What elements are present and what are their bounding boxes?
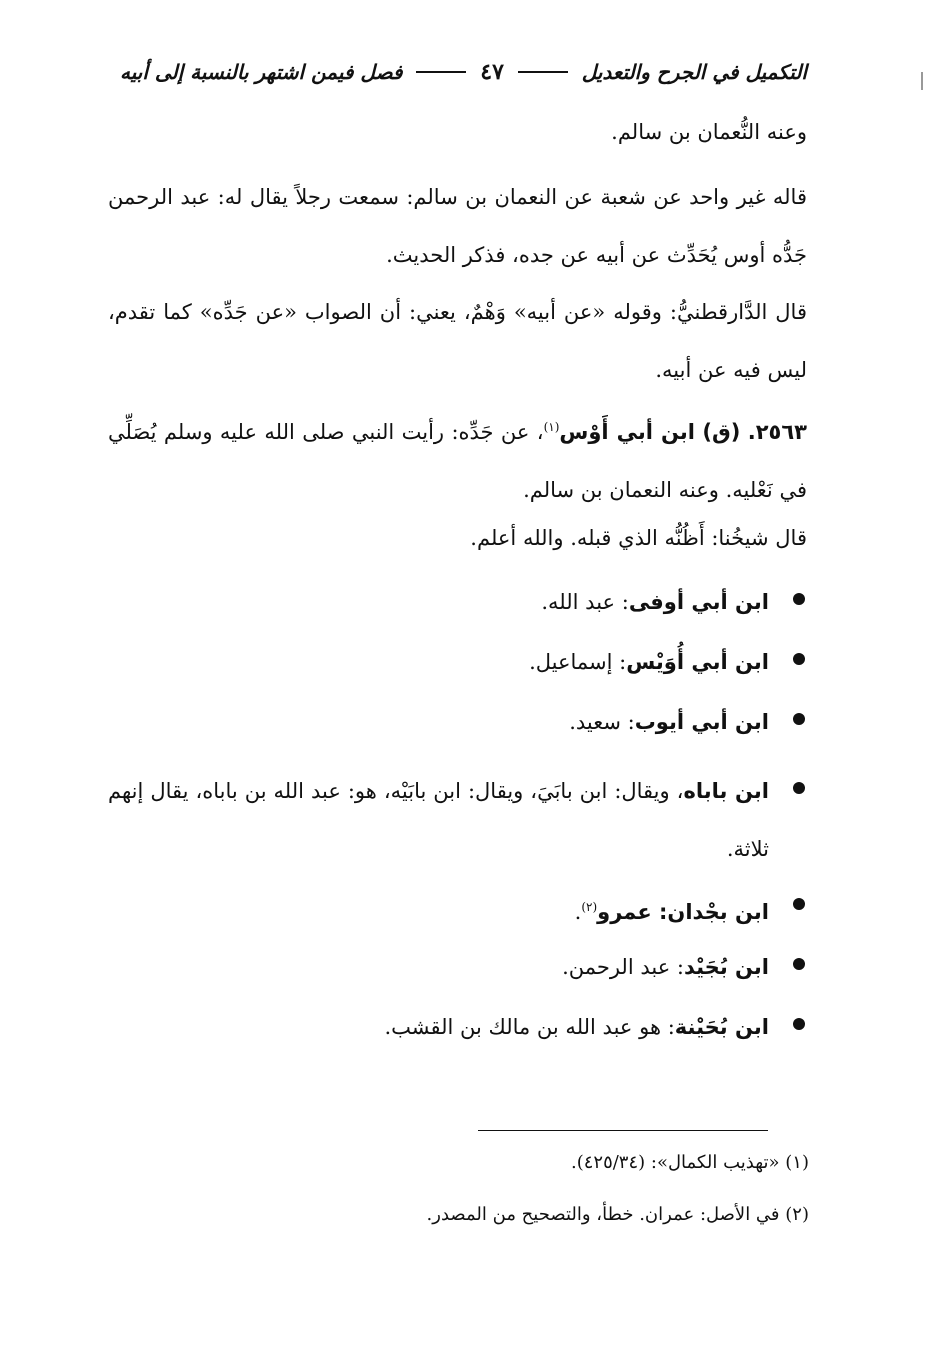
bullet-dot (793, 898, 805, 910)
bullet-name: ابن بجْدان: عمرو (597, 900, 769, 924)
shaykh-note: قال شيخُنا: أَظُنُّه الذي قبله. والله أعلم. (470, 526, 807, 550)
list-item (108, 762, 805, 878)
bullet-text: ، ويقال: ابن بابَيَ، ويقال: ابن بابَيْه، هو: عبد الله بن باباه، يقال إنهم ثلاثة. (108, 779, 769, 861)
list-item (108, 633, 805, 691)
narrator-line: وعنه النُّعمان بن سالم. (611, 120, 807, 144)
list-item (108, 938, 805, 996)
running-header (120, 52, 807, 92)
bullet-name: ابن باباه (683, 779, 769, 803)
bullet-dot (793, 593, 805, 605)
bullet-dot (793, 1018, 805, 1030)
footnote-number: (٢) (785, 1204, 809, 1225)
bullet-name: ابن أبي أيوب (634, 710, 769, 734)
bullet-dot (793, 713, 805, 725)
footnote-separator (478, 1130, 768, 1131)
bullet-text: : هو عبد الله بن مالك بن القشب. (384, 1015, 675, 1039)
footnote-ref-2: (٢) (581, 900, 598, 914)
paragraph-shuba: قاله غير واحد عن شعبة عن النعمان بن سالم: سمعت رجلاً يقال له: عبد الرحمن جَدُّه أوس يُحَدِّث عن أبيه عن جده، فذكر الحديث. (108, 185, 807, 267)
list-item (108, 573, 805, 631)
bullet-name: ابن أبي أوفى (628, 590, 769, 614)
bullet-name: ابن أبي أُوَيْس (626, 650, 769, 674)
bullet-text: : سعيد. (569, 710, 635, 734)
bullet-text: : عبد الرحمن. (562, 955, 684, 979)
bullet-name: ابن بُحَيْنة (674, 1015, 769, 1039)
footnote-ref-1: (١) (543, 420, 560, 434)
footnote-text: في الأصل: عمران. خطأ، والتصحيح من المصدر. (426, 1204, 780, 1225)
bullet-text: : إسماعيل. (529, 650, 627, 674)
bullet-dot (793, 782, 805, 794)
header-book-title: التكميل في الجرح والتعديل (581, 60, 807, 84)
footnote-1 (571, 1148, 809, 1178)
bullet-dot (793, 653, 805, 665)
page-number: ٤٧ (480, 59, 504, 85)
margin-mark (921, 72, 931, 90)
entry-number: ٢٥٦٣. (747, 420, 807, 444)
footnote-2 (427, 1200, 809, 1230)
bullet-dot (793, 958, 805, 970)
bullet-text: : عبد الله. (541, 590, 629, 614)
header-divider-1 (518, 71, 568, 73)
entry-text: ، عن جَدِّه: رأيت النبي صلى الله عليه وسلم يُصَلِّي في نَعْليه. وعنه النعمان بن سالم. (108, 420, 807, 502)
footnote-text: «تهذيب الكمال»: (٤٢٥/٣٤). (570, 1152, 780, 1173)
list-item (108, 998, 805, 1056)
bullet-name: ابن بُجَيْد (683, 955, 769, 979)
header-chapter-title: فصل فيمن اشتهر بالنسبة إلى أبيه (120, 60, 403, 84)
entry-marker: (ق) (702, 420, 741, 444)
entry-name: ابن أبي أَوْس (559, 420, 695, 444)
list-item (108, 693, 805, 751)
footnote-number: (١) (785, 1152, 809, 1173)
bullet-tail: . (574, 900, 582, 924)
list-item (108, 878, 805, 941)
header-divider-2 (416, 71, 466, 73)
paragraph-daraqutni: قال الدَّارقطنيُّ: وقوله «عن أبيه» وَهْمٌ، يعني: أن الصواب «عن جَدِّه» كما تقدم، ليس فيه عن أبيه. (108, 300, 807, 382)
entry-2563 (108, 398, 807, 519)
